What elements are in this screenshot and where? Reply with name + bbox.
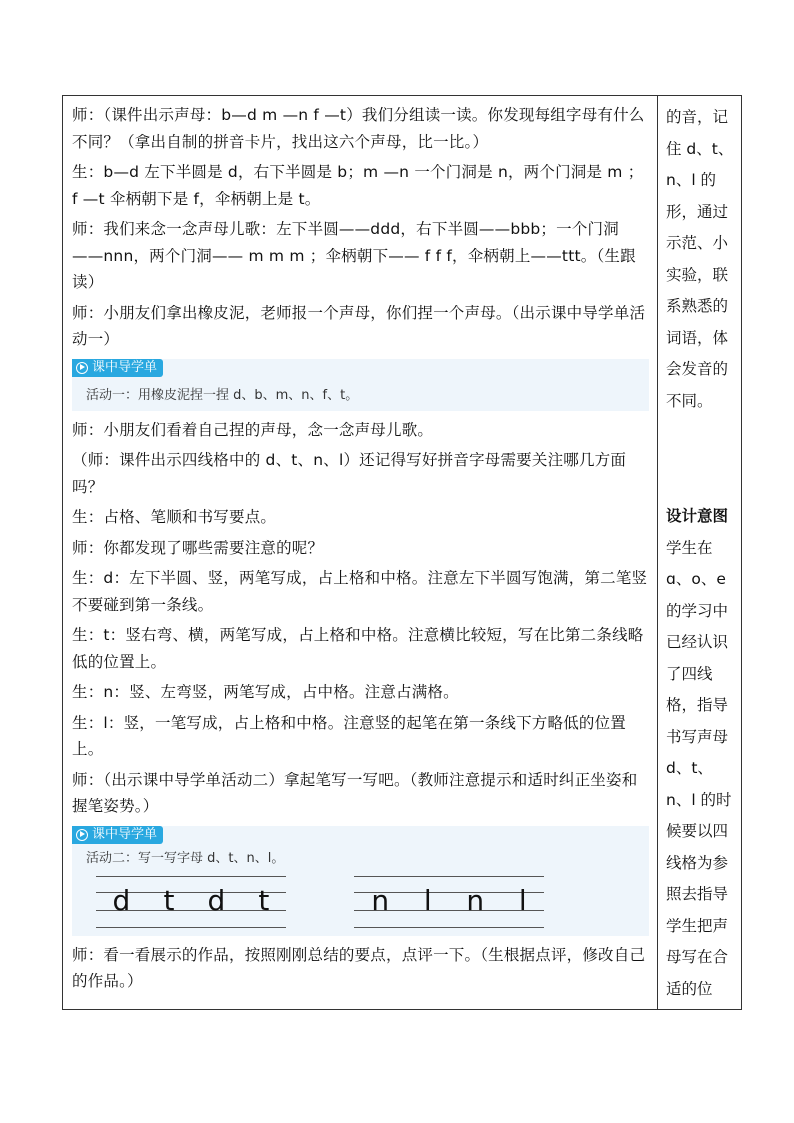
letter-glyph: d — [207, 883, 226, 917]
guide-sheet-activity-1 — [72, 359, 649, 411]
side-note: 学生在 ɑ、o、e 的学习中已经认识了四线格，指导书写声母 d、t、n、l 的时候要以四线格为参照去指导学生把声母写在合适的位 — [666, 538, 732, 998]
activity-text: 活动一：用橡皮泥捏一捏 d、b、m、n、f、t。 — [86, 387, 359, 403]
letter-glyph: l — [423, 883, 432, 917]
guide-sheet-title: 课中导学单 — [92, 826, 158, 842]
four-line-grid-dt — [96, 876, 286, 928]
four-line-grid-nl — [354, 876, 544, 928]
dialogue-line: 师：（课件出示声母：b—d m —n f —t）我们分组读一读。你发现每组字母有什么不同？（拿出自制的拼音卡片，找出这六个声母，比一比。） — [72, 106, 645, 151]
design-intent-heading: 设计意图 — [666, 507, 729, 525]
letter-glyph: n — [371, 883, 390, 917]
dialogue-line: 生：l：竖，一笔写成，占上格和中格。注意竖的起笔在第一条线下方略低的位置上。 — [72, 713, 627, 758]
play-icon — [76, 829, 88, 841]
dialogue-line: 师：看一看展示的作品，按照刚刚总结的要点，点评一下。（生根据点评，修改自己的作品。） — [72, 945, 646, 990]
letter-glyph: t — [163, 883, 175, 917]
four-line-grid-examples — [72, 870, 649, 932]
dialogue-line: （师：课件出示四线格中的 d、t、n、l）还记得写好拼音字母需要关注哪几方面吗？ — [72, 451, 627, 496]
dialogue-line: 师：小朋友们看着自己捏的声母，念一念声母儿歌。 — [72, 420, 434, 439]
letter-glyph: d — [112, 883, 131, 917]
lesson-table — [62, 95, 742, 1010]
guide-sheet-title: 课中导学单 — [92, 359, 158, 375]
dialogue-line: 生：n：竖、左弯竖，两笔写成，占中格。注意占满格。 — [72, 683, 459, 701]
activity-text: 活动二：写一写字母 d、t、n、l。 — [86, 850, 285, 866]
guide-sheet-activity-2 — [72, 826, 649, 936]
teaching-process-column — [72, 102, 649, 999]
letter-glyph: t — [258, 883, 270, 917]
dialogue-line: 生：b—d 左下半圆是 d，右下半圆是 b；m —n 一个门洞是 n，两个门洞是 m ；f —t 伞柄朝下是 f，伞柄朝上是 t。 — [72, 163, 644, 208]
dialogue-line: 生：d：左下半圆、竖，两笔写成，占上格和中格。注意左下半圆写饱满，第二笔竖不要碰到第一条线。 — [72, 569, 648, 614]
dialogue-line: 生：占格、笔顺和书写要点。 — [72, 508, 277, 526]
dialogue-line: 师：（出示课中导学单活动二）拿起笔写一写吧。（教师注意提示和适时纠正坐姿和握笔姿势。） — [72, 770, 638, 815]
design-intent-column — [666, 102, 734, 1005]
guide-sheet-header — [72, 359, 163, 377]
play-icon — [76, 362, 88, 374]
dialogue-line: 师：我们来念一念声母儿歌：左下半圆——ddd，右下半圆——bbb；一个门洞——nnn，两个门洞—— m m m ；伞柄朝下—— f f f，伞柄朝上——ttt。（生跟读） — [72, 220, 636, 291]
column-divider — [657, 96, 658, 1009]
dialogue-line: 生：t：竖右弯、横，两笔写成，占上格和中格。注意横比较短，写在比第二条线略低的位置上。 — [72, 626, 644, 671]
letter-glyph: l — [518, 883, 527, 917]
guide-sheet-header — [72, 826, 163, 844]
dialogue-line: 师：小朋友们拿出橡皮泥，老师报一个声母，你们捏一个声母。（出示课中导学单活动一） — [72, 303, 646, 348]
letter-glyph: n — [466, 883, 485, 917]
side-note: 的音，记住 d、t、n、l 的形，通过示范、小实验，联系熟悉的词语，体会发音的不同。 — [666, 108, 734, 410]
dialogue-line: 师：你都发现了哪些需要注意的呢？ — [72, 538, 324, 557]
